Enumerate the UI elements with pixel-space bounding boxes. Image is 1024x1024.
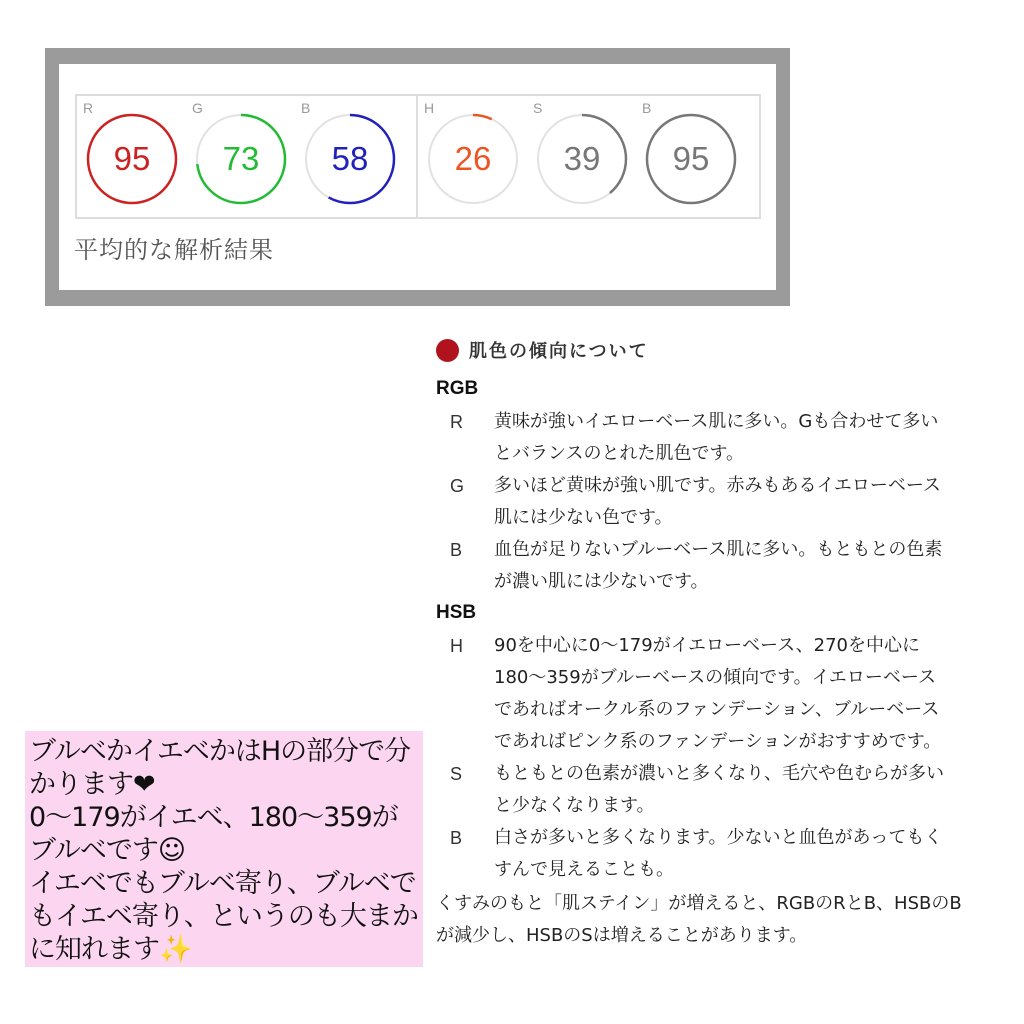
list-item <box>436 758 1016 822</box>
meter-value: 95 <box>113 140 151 177</box>
footnote: くすみのもと「肌ステイン」が増えると、RGBのRとB、HSBのBが減少し、HSBのSは増えることがあります。 <box>436 893 962 946</box>
item-letter: R <box>450 412 463 432</box>
memo-note <box>25 731 423 967</box>
item-letter: B <box>450 540 463 560</box>
meter-letter: B <box>642 100 652 116</box>
item-letter: G <box>450 476 465 496</box>
list-item <box>436 470 1016 534</box>
hsb-items <box>436 630 1016 886</box>
rgb-heading: RGB <box>436 378 479 399</box>
explanation-header <box>436 336 1016 364</box>
meter-letter: R <box>83 100 94 116</box>
hsb-heading: HSB <box>436 602 477 623</box>
rgb-items <box>436 406 1016 598</box>
list-item <box>436 630 1016 758</box>
meter-s <box>527 96 627 217</box>
item-text: 白さが多いと多くなります。少ないと血色があってもくすんで見えることも。 <box>494 827 943 880</box>
meter-value: 58 <box>331 140 369 177</box>
analysis-card <box>59 64 776 290</box>
item-text: 多いほど黄味が強い肌です。赤みもあるイエローベース肌には少ない色です。 <box>494 475 941 528</box>
result-caption: 平均的な解析結果 <box>74 236 274 264</box>
list-item <box>436 822 1016 886</box>
meter-letter: G <box>192 100 203 116</box>
item-letter: S <box>450 764 463 784</box>
meter-value: 39 <box>563 140 601 177</box>
meter-value: 95 <box>672 140 710 177</box>
list-item <box>436 534 1016 598</box>
item-letter: B <box>450 828 463 848</box>
meter-brightness <box>636 96 736 217</box>
meter-letter: H <box>424 100 435 116</box>
meter-letter: S <box>533 100 543 116</box>
item-text: もともとの色素が濃いと多くなり、毛穴や色むらが多いと少なくなります。 <box>494 763 944 816</box>
meter-h <box>418 96 518 217</box>
screenshot-frame <box>45 48 790 306</box>
meter-g <box>186 96 286 217</box>
item-text: 90を中心に0〜179がイエローベース、270を中心に180〜359がブルーベースの傾向です。イエローベースであればオークル系のファンデーション、ブルーベースであればピンク系のファンデーションがおすすめです。 <box>494 635 942 752</box>
explanation-title: 肌色の傾向について <box>469 341 649 362</box>
item-text: 血色が足りないブルーベース肌に多い。もともとの色素が濃い肌には少ないです。 <box>494 539 943 592</box>
meter-value: 73 <box>222 140 260 177</box>
bullet-dot-icon <box>436 339 459 362</box>
list-item <box>436 406 1016 470</box>
explanation-section <box>436 336 1016 952</box>
hsb-meter-panel <box>416 94 761 219</box>
rgb-meter-panel <box>75 94 418 219</box>
item-letter: H <box>450 636 463 656</box>
item-text: 黄味が強いイエローベース肌に多い。Gも合わせて多いとバランスのとれた肌色です。 <box>494 411 939 464</box>
meter-r <box>77 96 177 217</box>
meter-value: 26 <box>454 140 492 177</box>
meter-letter: B <box>301 100 311 116</box>
memo-text: ブルベかイエベかはHの部分で分かります❤ 0〜179がイエベ、180〜359がブルベです☺ イエベでもブルベ寄り、ブルベでもイエベ寄り、というのも大まかに知れます✨ <box>29 736 418 965</box>
meter-b <box>295 96 395 217</box>
